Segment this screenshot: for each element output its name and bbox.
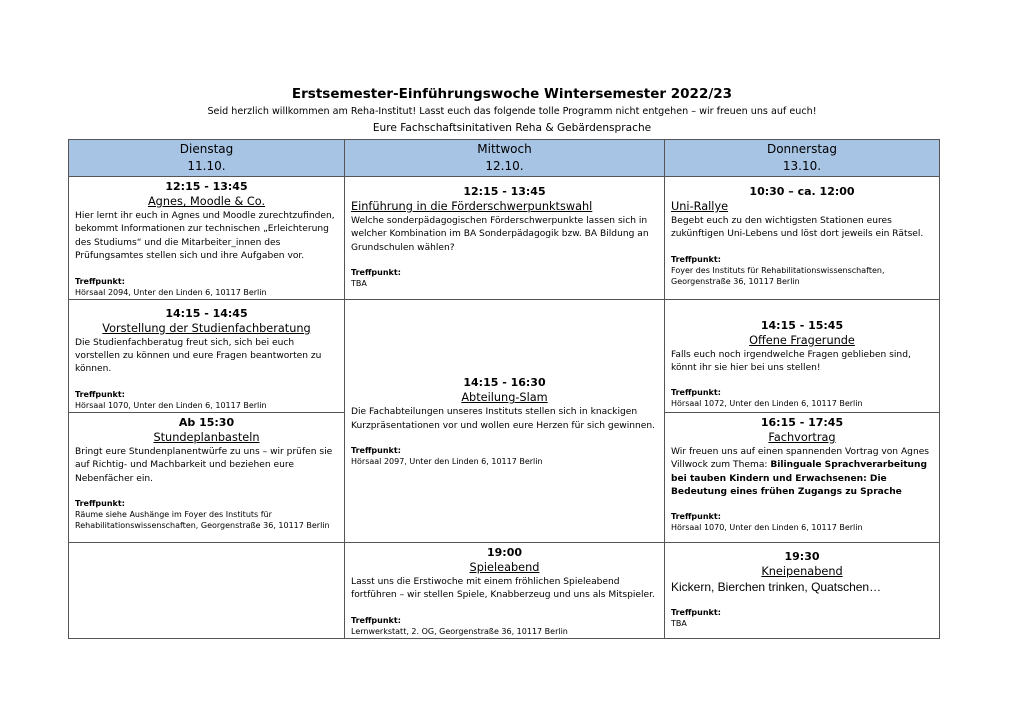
meeting-point-value: TBA <box>351 279 367 289</box>
event-title: Abteilung-Slam <box>461 391 548 405</box>
event-cell-do1 <box>665 177 940 300</box>
day-date: 13.10. <box>782 159 822 173</box>
meeting-point-value: Hörsaal 1072, Unter den Linden 6, 10117 Berlin <box>671 399 863 409</box>
day-date: 12.10. <box>485 159 524 173</box>
meeting-point-label: Treffpunkt: <box>351 615 401 625</box>
meeting-point-label: Treffpunkt: <box>351 446 401 456</box>
event-cell-mi3 <box>345 542 665 638</box>
day-name: Mittwoch <box>477 142 532 156</box>
event-time: 10:30 – ca. 12:00 <box>749 185 855 198</box>
event-description-text: Wir freuen uns auf einen spannenden Vortrag von Agnes Villwock zum Thema: <box>671 446 930 471</box>
event-description: Die Studienfachberatug freut sich, sich bei euch vorstellen zu können und eure Fragen beantworten zu können. <box>75 337 322 375</box>
day-header-wednesday <box>345 140 665 177</box>
event-cell-do3 <box>665 412 940 542</box>
meeting-point-value: Hörsaal 2094, Unter den Linden 6, 10117 Berlin <box>75 287 267 297</box>
event-title: Vorstellung der Studienfachberatung <box>102 321 311 335</box>
event-time: Ab 15:30 <box>178 415 235 429</box>
schedule-row <box>69 177 940 300</box>
event-time: 12:15 - 13:45 <box>165 180 248 193</box>
event-description: Die Fachabteilungen unseres Instituts stellen sich in knackigen Kurzpräsentationen vor und wollen eure Herzen für sich gewinnen. <box>351 407 656 431</box>
event-description: Bringt eure Stundenplanentwürfe zu uns – wir prüfen sie auf Richtig- und Machbarkeit und beziehen eure Nebenfächer ein. <box>75 446 333 484</box>
event-time: 12:15 - 13:45 <box>463 185 546 198</box>
meeting-point-value: Hörsaal 1070, Unter den Linden 6, 10117 Berlin <box>671 523 863 533</box>
page-subtitle: Seid herzlich willkommen am Reha-Institut! Lasst euch das folgende tolle Programm nicht entgehen – wir freuen uns auf euch! <box>207 106 817 117</box>
event-cell-di3 <box>69 412 345 542</box>
page-title: Erstsemester-Einführungswoche Wintersemester 2022/23 <box>291 86 733 102</box>
event-title: Uni-Rallye <box>671 200 729 213</box>
event-title: Kneipenabend <box>761 564 843 578</box>
event-title: Agnes, Moodle & Co. <box>147 195 266 208</box>
meeting-point-label: Treffpunkt: <box>671 254 721 264</box>
event-cell-di1 <box>69 177 345 300</box>
talk-topic: Bilinguale Sprachverarbeitung bei tauben Kindern und Erwachsenen: Die Bedeutung eines frühen Zugangs zu Sprache <box>671 460 928 498</box>
event-cell-mi1 <box>345 177 665 300</box>
schedule-row <box>69 542 940 638</box>
meeting-point-value: Lernwerkstatt, 2. OG, Georgenstraße 36, 10117 Berlin <box>351 626 568 636</box>
meeting-point-label: Treffpunkt: <box>671 607 721 617</box>
event-cell-empty <box>69 542 345 638</box>
event-time: 19:30 <box>784 549 820 563</box>
event-cell-di2 <box>69 299 345 412</box>
event-time: 14:15 - 16:30 <box>463 376 546 390</box>
day-date: 11.10. <box>187 159 226 173</box>
day-name: Donnerstag <box>766 142 838 156</box>
meeting-point-label: Treffpunkt: <box>75 499 125 509</box>
day-header-thursday <box>665 140 940 177</box>
page-signature: Eure Fachschaftsinitativen Reha & Gebärdensprache <box>372 122 652 134</box>
meeting-point-label: Treffpunkt: <box>351 268 401 278</box>
meeting-point-label: Treffpunkt: <box>75 389 125 399</box>
event-title: Einführung in die Förderschwerpunktswahl <box>351 200 593 213</box>
event-title: Offene Fragerunde <box>749 333 855 347</box>
day-header-tuesday <box>69 140 345 177</box>
schedule-table <box>68 139 940 639</box>
day-name: Dienstag <box>179 142 234 156</box>
event-cell-do4 <box>665 542 940 638</box>
event-cell-do2 <box>665 299 940 412</box>
event-time: 19:00 <box>486 545 522 559</box>
event-description: Kickern, Bierchen trinken, Quatschen… <box>671 579 882 594</box>
event-description: Welche sonderpädagogischen Förderschwerpunkte lassen sich in welcher Kombination im BA Sonderpädagogik bzw. BA Bildung an Grundschulen wählen? <box>351 216 649 253</box>
meeting-point-value: Foyer des Instituts für Rehabilitationswissenschaften, Georgenstraße 36, 10117 Berlin <box>671 265 885 286</box>
event-time: 14:15 - 15:45 <box>760 318 844 332</box>
event-title: Fachvortrag <box>768 430 836 444</box>
meeting-point-label: Treffpunkt: <box>75 276 125 286</box>
event-title: Spieleabend <box>469 560 540 574</box>
meeting-point-value: Hörsaal 1070, Unter den Linden 6, 10117 Berlin <box>75 400 267 410</box>
event-time: 14:15 - 14:45 <box>165 306 248 320</box>
meeting-point-value: TBA <box>671 618 687 628</box>
meeting-point-label: Treffpunkt: <box>671 512 721 522</box>
meeting-point-label: Treffpunkt: <box>671 388 721 398</box>
event-cell-mi2 <box>345 299 665 542</box>
event-description: Begebt euch zu den wichtigsten Stationen eures zukünftigen Uni-Lebens und löst dort jeweils ein Rätsel. <box>671 216 924 240</box>
schedule-row <box>69 299 940 412</box>
event-title: Stundeplanbasteln <box>153 430 260 444</box>
event-description <box>671 446 933 500</box>
event-time: 16:15 - 17:45 <box>760 415 844 429</box>
event-description: Hier lernt ihr euch in Agnes und Moodle zurechtzufinden, bekommt Informationen zur technischen „Erleichterung des Studiums“ und die Mitarbeiter_innen des Prüfungsamtes stellen sich und ihre Aufgaben vor. <box>75 211 335 262</box>
event-description: Falls euch noch irgendwelche Fragen geblieben sind, könnt ihr sie hier bei uns stellen! <box>671 349 911 374</box>
event-description: Lasst uns die Erstiwoche mit einem fröhlichen Spieleabend fortführen – wir stellen Spiele, Knabberzeug und uns als Mitspieler. <box>351 576 655 601</box>
meeting-point-value: Hörsaal 2097, Unter den Linden 6, 10117 Berlin <box>351 457 543 467</box>
meeting-point-value: Räume siehe Aushänge im Foyer des Instituts für Rehabilitationswissenschaften, Georgenstraße 36, 10117 Berlin <box>75 510 330 531</box>
day-header-row <box>69 140 940 177</box>
